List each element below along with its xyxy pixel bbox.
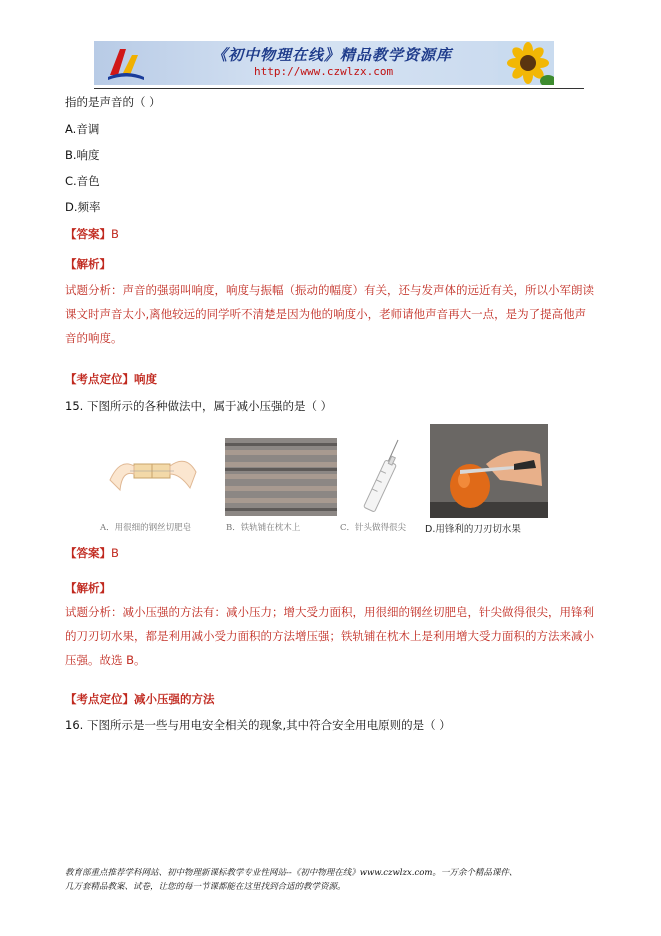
header-divider (94, 88, 584, 89)
point-value: 响度 (134, 372, 157, 386)
point-value: 减小压强的方法 (134, 692, 215, 706)
answer-label: 【答案】 (65, 227, 111, 241)
footer-line-1: 教育部重点推荐学科网站、初中物理新课标教学专业性网站--《初中物理在线》www.czwlzx.com。一万余个精品课件、 (65, 868, 518, 878)
sunflower-icon (498, 41, 554, 85)
q16-stem: 16. 下图所示是一些与用电安全相关的现象,其中符合安全用电原则的是（ ） (65, 718, 451, 732)
q14-option-d: D.频率 (65, 200, 101, 214)
site-logo-icon (106, 45, 146, 81)
q14-option-b: B.响度 (65, 148, 100, 162)
q15-image-c (340, 438, 420, 518)
answer-label: 【答案】 (65, 546, 111, 560)
q14-option-c: C.音色 (65, 174, 100, 188)
q14-analysis-label: 【解析】 (65, 257, 111, 271)
syringe-icon (340, 438, 420, 518)
q14-knowledge-point (65, 372, 157, 386)
q15-analysis-label: 【解析】 (65, 581, 111, 595)
q15-caption-b: B．铁轨铺在枕木上 (226, 523, 301, 533)
q15-answer (65, 546, 119, 560)
q15-caption-d: D.用锋利的刀刃切水果 (425, 524, 521, 535)
soap-cutting-illustration (100, 440, 210, 515)
q15-image-a (100, 440, 210, 515)
q15-stem: 15. 下图所示的各种做法中，属于减小压强的是（ ） (65, 399, 333, 413)
q15-analysis-text: 试题分析：减小压强的方法有：减小压力；增大受力面积，用很细的钢丝切肥皂，针尖做得很尖，用锋利的刀刃切水果，都是利用减小受力面积的方法增压强；铁轨铺在枕木上是利用增大受力面积的方法来减小压强。故选 B。 (65, 605, 594, 667)
q15-caption-c: C．针头做得很尖 (340, 523, 407, 533)
q14-answer (65, 227, 119, 241)
point-label: 【考点定位】 (65, 372, 134, 386)
fruit-cutting-photo (430, 424, 548, 518)
answer-value: B (111, 227, 119, 241)
banner-url[interactable]: http://www.czwlzx.com (254, 65, 394, 78)
q15-knowledge-point (65, 692, 215, 706)
q15-image-b (225, 438, 337, 516)
q14-analysis-text: 试题分析：声音的强弱叫响度，响度与振幅（振动的幅度）有关，还与发声体的远近有关，所以小军朗读课文时声音太小,离他较远的同学听不清楚是因为他的响度小，老师请他声音再大一点，是为了提高他声音的响度。 (65, 283, 594, 345)
header-banner (94, 41, 554, 85)
point-label: 【考点定位】 (65, 692, 134, 706)
answer-value: B (111, 546, 119, 560)
banner-title: 《初中物理在线》精品教学资源库 (212, 46, 453, 64)
railway-track-illustration (225, 438, 337, 516)
q14-stem-tail: 指的是声音的（ ） (65, 95, 161, 109)
q15-image-d (430, 424, 548, 518)
q15-caption-a: A．用很细的钢丝切肥皂 (100, 523, 192, 533)
q14-option-a: A.音调 (65, 122, 100, 136)
footer-line-2: 几万套精品教案、试卷，让您的每一节课都能在这里找到合适的教学资源。 (65, 882, 346, 892)
